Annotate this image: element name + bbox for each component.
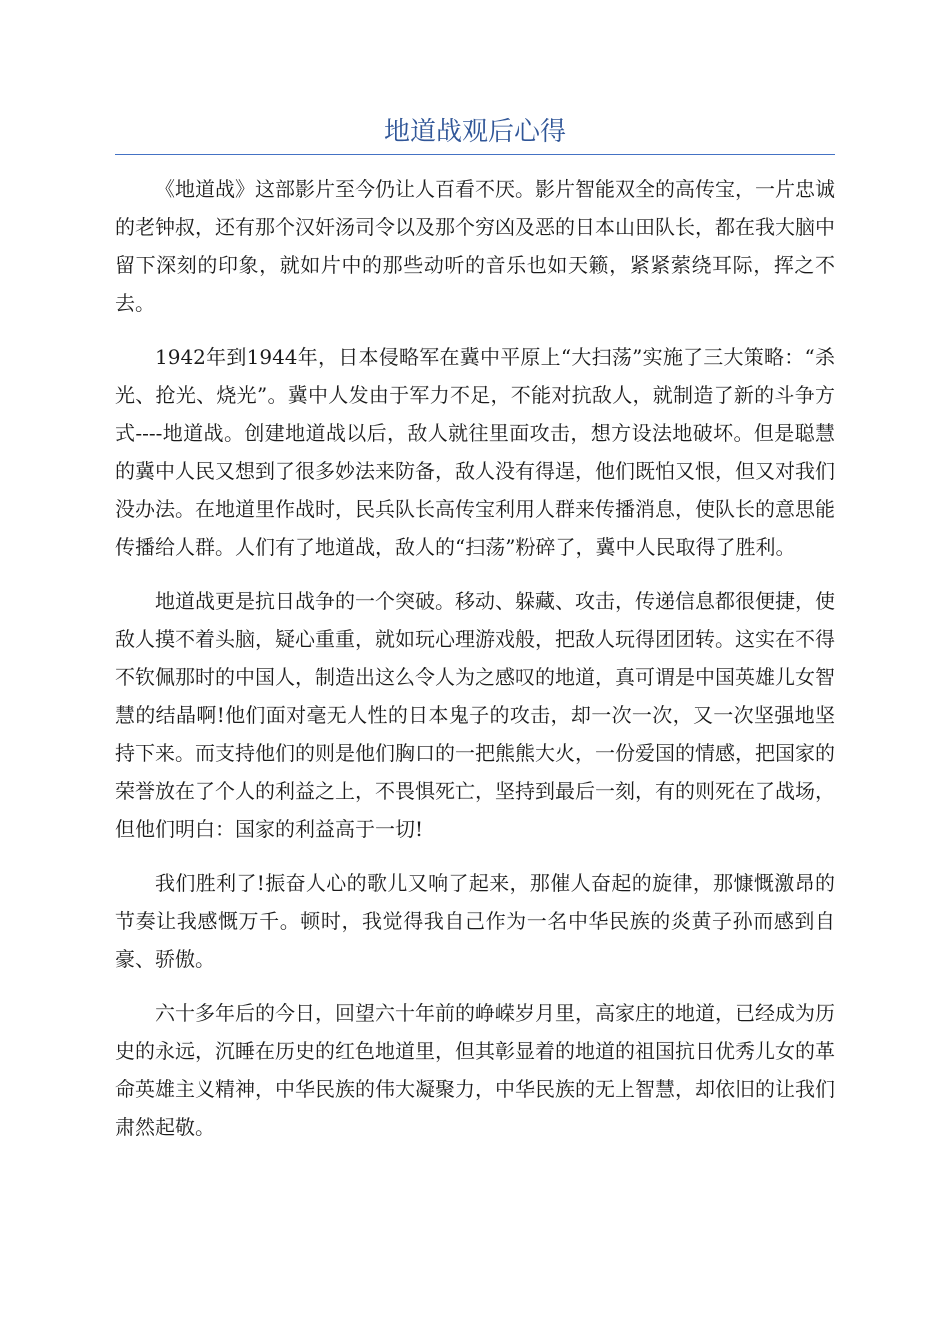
paragraph-3: 地道战更是抗日战争的一个突破。移动、躲藏、攻击，传递信息都很便捷，使敌人摸不着头脑，疑心重重，就如玩心理游戏般，把敌人玩得团团转。这实在不得不钦佩那时的中国人，制造出这么令人为之感叹的地道，真可谓是中国英雄儿女智慧的结晶啊!他们面对毫无人性的日本鬼子的攻击，却一次一次，又一次坚强地坚持下来。而支持他们的则是他们胸口的一把熊熊大火，一份爱国的情感，把国家的荣誉放在了个人的利益之上，不畏惧死亡，坚持到最后一刻，有的则死在了战场，但他们明白：国家的利益高于一切! xyxy=(115,589,835,841)
document-title: 地道战观后心得 xyxy=(383,117,566,147)
paragraph-5: 六十多年后的今日，回望六十年前的峥嵘岁月里，高家庄的地道，已经成为历史的永远，沉睡在历史的红色地道里，但其彰显着的地道的祖国抗日优秀儿女的革命英雄主义精神，中华民族的伟大凝聚力，中华民族的无上智慧，却依旧的让我们肃然起敬。 xyxy=(115,1001,835,1139)
paragraph-4: 我们胜利了!振奋人心的歌儿又响了起来，那催人奋起的旋律，那慷慨激昂的节奏让我感慨万千。顿时，我觉得我自己作为一名中华民族的炎黄子孙而感到自豪、骄傲。 xyxy=(115,871,835,971)
paragraph-2: 1942年到1944年，日本侵略军在冀中平原上“大扫荡”实施了三大策略：“杀光、抢光、烧光”。冀中人发由于军力不足，不能对抗敌人，就制造了新的斗争方式----地道战。创建地道战以后，敌人就往里面攻击，想方设法地破坏。但是聪慧的冀中人民又想到了很多妙法来防备，敌人没有得逞，他们既怕又恨，但又对我们没办法。在地道里作战时，民兵队长高传宝利用人群来传播消息，使队长的意思能传播给人群。人们有了地道战，敌人的“扫荡”粉碎了，冀中人民取得了胜利。 xyxy=(115,345,835,559)
paragraph-1: 《地道战》这部影片至今仍让人百看不厌。影片智能双全的高传宝，一片忠诚的老钟叔，还有那个汉奸汤司令以及那个穷凶及恶的日本山田队长，都在我大脑中留下深刻的印象，就如片中的那些动听的音乐也如天籁，紧紧萦绕耳际，挥之不去。 xyxy=(115,177,835,315)
title-underline xyxy=(115,154,835,155)
document-body xyxy=(115,170,835,1162)
